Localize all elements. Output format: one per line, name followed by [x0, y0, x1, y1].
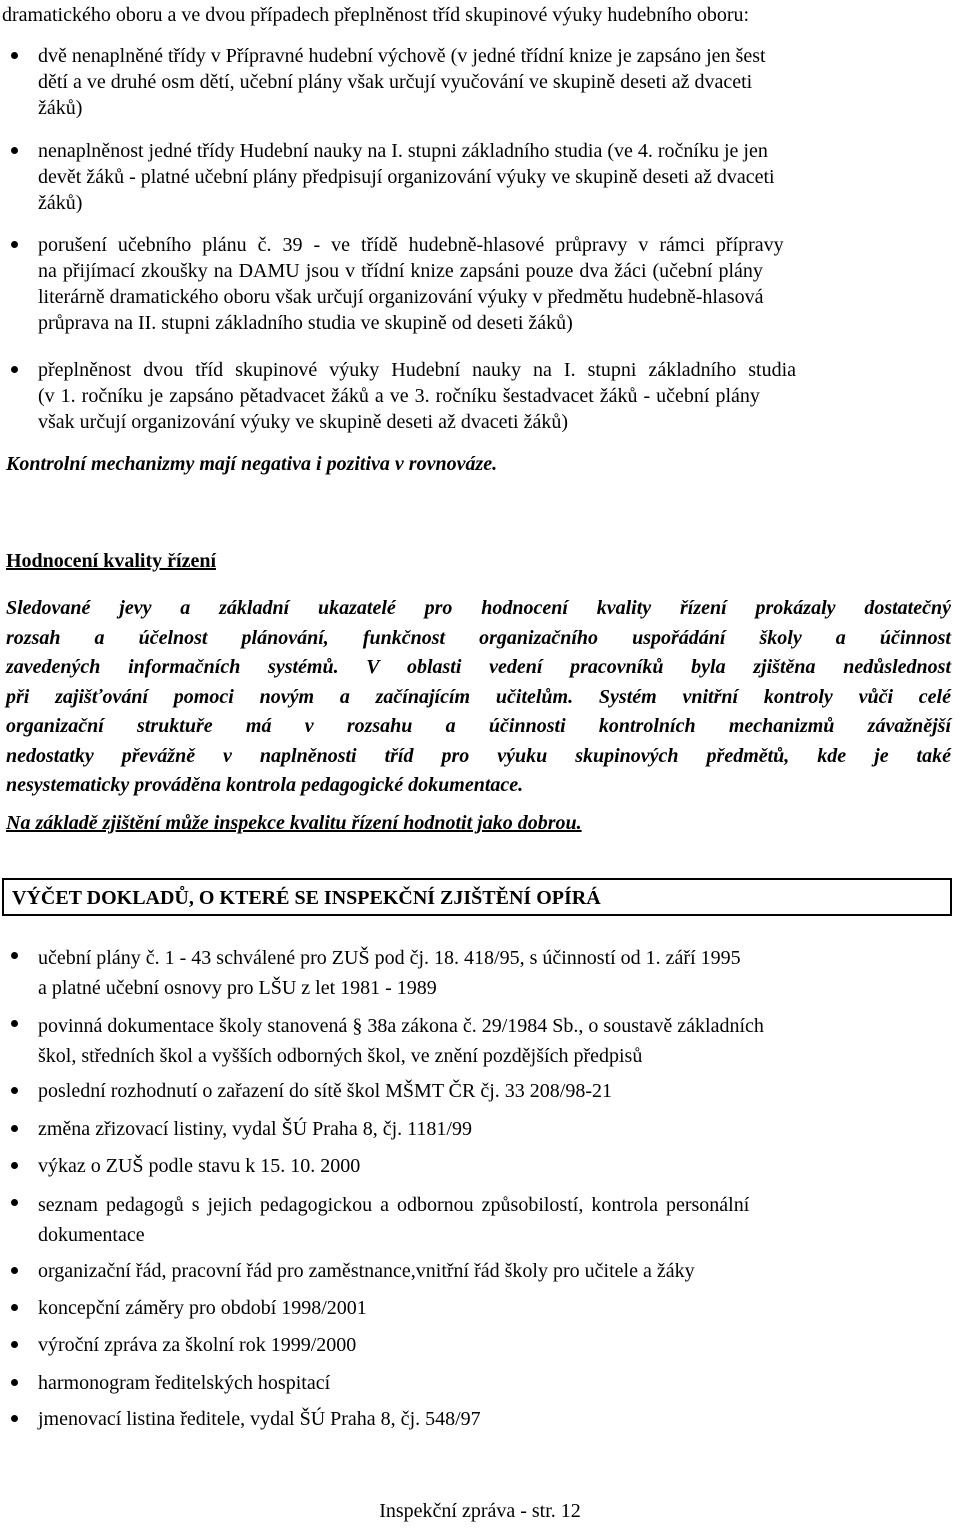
text-line: nedostatky převážně v naplněnosti tříd pro výuku skupinových předmětů, kde je také: [6, 744, 951, 767]
bullet-icon: [11, 147, 18, 154]
text-line: dvě nenaplněné třídy v Přípravné hudební výchově (v jedné třídní knize je zapsáno jen šest: [38, 45, 766, 67]
text-line: (v 1. ročníku je zapsáno pětadvacet žáků a ve 3. ročníku šestadvacet žáků - učební plány: [38, 385, 760, 407]
bullet-icon: [11, 52, 18, 59]
text-line: učební plány č. 1 - 43 schválené pro ZUŠ pod čj. 18. 418/95, s účinností od 1. září 1995: [38, 947, 741, 969]
text-line: žáků): [38, 192, 83, 214]
text-line: však určují organizování výuky ve skupině deseti až dvaceti žáků): [38, 411, 569, 433]
text-line: přeplněnost dvou tříd skupinové výuky Hudební nauky na I. stupni základního studia: [38, 359, 797, 381]
text-line: výkaz o ZUŠ podle stavu k 15. 10. 2000: [38, 1155, 361, 1177]
text-line: organizační řád, pracovní řád pro zaměstnance,vnitřní řád školy pro učitele a žáky: [38, 1260, 695, 1282]
text-line: povinná dokumentace školy stanovená § 38a zákona č. 29/1984 Sb., o soustavě základních: [38, 1015, 764, 1037]
bullet-icon: [11, 1304, 18, 1311]
text-line: zavedených informačních systémů. V oblasti vedení pracovníků byla zjištěna nedůslednost: [6, 656, 951, 678]
text-line: nesystematicky prováděna kontrola pedagogické dokumentace.: [6, 774, 524, 796]
bullet-icon: [11, 1341, 18, 1348]
control-conclusion: Kontrolní mechanizmy mají negativa i pozitiva v rovnováze.: [6, 453, 498, 475]
bullet-icon: [11, 366, 18, 373]
text-line: literárně dramatického oboru však určují organizování výuky v předmětu hudebně-hlasová: [38, 286, 764, 308]
text-line: průprava na II. stupni základního studia ve skupině od deseti žáků): [38, 312, 573, 334]
bullet-icon: [11, 1199, 18, 1206]
bullet-icon: [11, 1267, 18, 1274]
quality-assessment: [6, 594, 951, 801]
bullet-icon: [11, 1379, 18, 1386]
text-line: při zajišťování pomoci novým a začínajícím učitelům. Systém vnitřní kontroly vůči celé: [6, 685, 951, 708]
intro-line: dramatického oboru a ve dvou případech přeplněnost tříd skupinové výuky hudebního oboru:: [2, 4, 750, 26]
text-line: rozsah a účelnost plánování, funkčnost organizačního uspořádání školy a účinnost: [6, 626, 951, 649]
text-line: harmonogram ředitelských hospitací: [38, 1372, 331, 1394]
text-line: dokumentace: [38, 1224, 145, 1246]
text-line: na přijímací zkoušky na DAMU jsou v třídní knize zapsáni pouze dva žáci (učební plány: [38, 260, 763, 282]
bullet-icon: [11, 1415, 18, 1422]
text-line: a platné učební osnovy pro LŠU z let 1981 - 1989: [38, 977, 437, 999]
text-line: poslední rozhodnutí o zařazení do sítě škol MŠMT ČR čj. 33 208/98-21: [38, 1080, 613, 1102]
bullet-icon: [11, 952, 18, 959]
bullet-icon: [11, 1020, 18, 1027]
text-line: dětí a ve druhé osm dětí, učební plány však určují vyučování ve skupině deseti až dvaceti: [38, 71, 753, 93]
text-line: žáků): [38, 97, 83, 119]
text-line: devět žáků - platné učební plány předpisují organizování výuky ve skupině deseti až dvaceti: [38, 166, 775, 188]
text-line: jmenovací listina ředitele, vydal ŠÚ Praha 8, čj. 548/97: [38, 1408, 481, 1430]
bullet-icon: [11, 241, 18, 248]
bullet-icon: [11, 1162, 18, 1169]
section-heading-evidence: VÝČET DOKLADŮ, O KTERÉ SE INSPEKČNÍ ZJIŠTĚNÍ OPÍRÁ: [12, 887, 601, 909]
page-footer: Inspekční zpráva - str. 12: [379, 1500, 581, 1522]
section-heading-quality: Hodnocení kvality řízení: [6, 550, 216, 572]
text-line: nenaplněnost jedné třídy Hudební nauky na I. stupni základního studia (ve 4. ročníku je jen: [38, 140, 768, 162]
text-line: organizační struktuře má v rozsahu a účinnosti kontrolních mechanizmů závažnější: [6, 715, 951, 737]
text-line: výroční zpráva za školní rok 1999/2000: [38, 1334, 357, 1356]
text-line: Sledované jevy a základní ukazatelé pro hodnocení kvality řízení prokázaly dostatečný: [6, 597, 951, 619]
text-line: porušení učebního plánu č. 39 - ve třídě hudebně-hlasové průpravy v rámci přípravy: [38, 234, 784, 256]
text-line: změna zřizovací listiny, vydal ŠÚ Praha 8, čj. 1181/99: [38, 1118, 472, 1140]
text-line: koncepční záměry pro období 1998/2001: [38, 1297, 367, 1319]
bullet-icon: [11, 1087, 18, 1094]
text-line: seznam pedagogů s jejich pedagogickou a odbornou způsobilostí, kontrola personální: [38, 1194, 750, 1216]
quality-conclusion: Na základě zjištění může inspekce kvalitu řízení hodnotit jako dobrou.: [6, 812, 582, 834]
evidence-heading-box: [2, 878, 952, 916]
bullet-icon: [11, 1125, 18, 1132]
text-line: škol, středních škol a vyšších odborných škol, ve znění pozdějších předpisů: [38, 1045, 643, 1067]
